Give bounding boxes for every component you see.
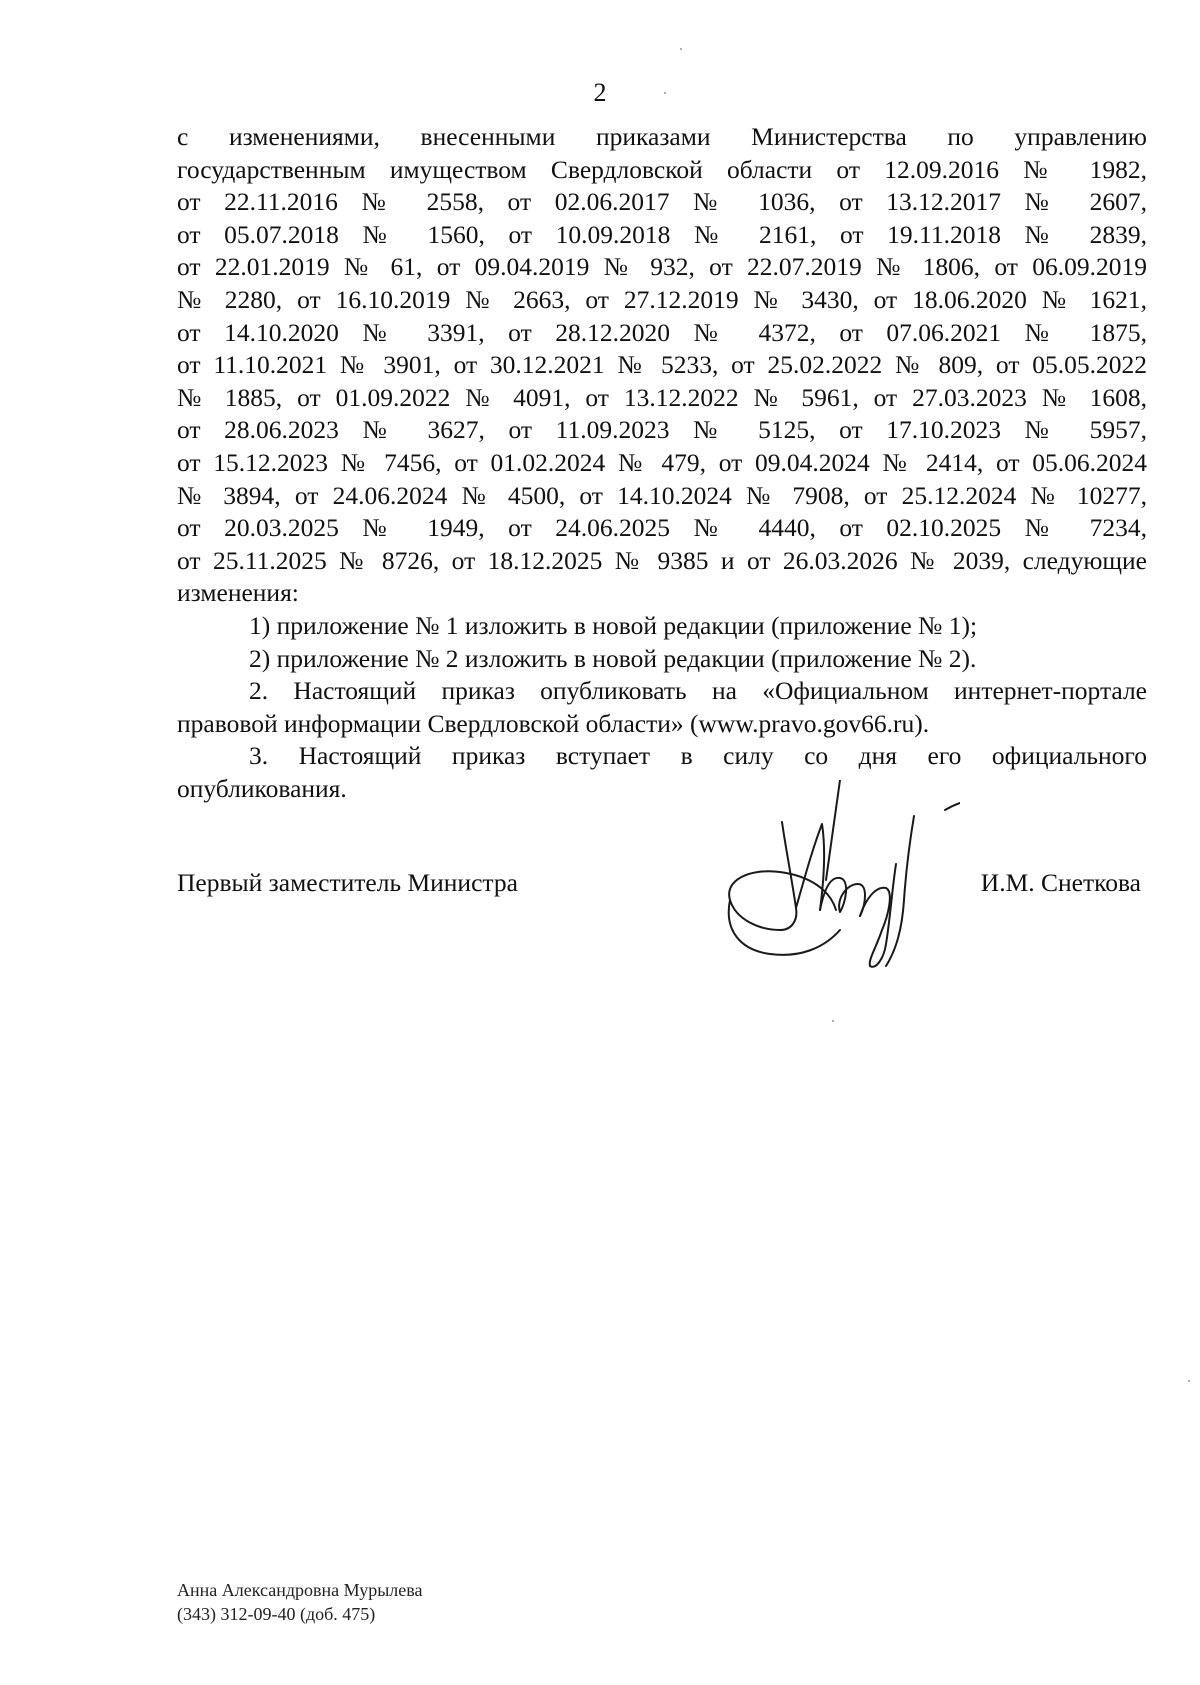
signature-block — [177, 868, 1147, 908]
body-line: с изменениями, внесенными приказами Министерства по управлению — [177, 122, 1147, 151]
handwritten-signature — [700, 780, 960, 980]
body-line: № 3894, от 24.06.2024 № 4500, от 14.10.2024 № 7908, от 25.12.2024 № 10277, — [177, 480, 1147, 510]
paragraph-line: правовой информации Свердловской области» (www.pravo.gov66.ru). — [177, 708, 930, 738]
body-line: от 14.10.2020 № 3391, от 28.12.2020 № 4372, от 07.06.2021 № 1875, — [177, 317, 1147, 347]
executor-phone: (343) 312-09-40 (доб. 475) — [177, 1604, 376, 1624]
body-line: № 2280, от 16.10.2019 № 2663, от 27.12.2019 № 3430, от 18.06.2020 № 1621, — [177, 284, 1147, 314]
paragraph-line: 2. Настоящий приказ опубликовать на «Официальном интернет-портале — [249, 676, 1147, 706]
body-line: от 15.12.2023 № 7456, от 01.02.2024 № 479, от 09.04.2024 № 2414, от 05.06.2024 — [177, 447, 1147, 477]
paragraph-line: опубликования. — [177, 773, 347, 803]
scan-speck — [1188, 1380, 1190, 1382]
scan-speck — [832, 1020, 834, 1022]
scan-speck — [664, 92, 666, 94]
document-body — [177, 121, 1147, 805]
body-line: изменения: — [177, 578, 299, 608]
signer-role: Первый заместитель Министра — [177, 868, 518, 897]
page-number: 2 — [593, 78, 607, 107]
body-line: от 22.01.2019 № 61, от 09.04.2019 № 932, от 22.07.2019 № 1806, от 06.09.2019 — [177, 252, 1147, 282]
body-line: от 28.06.2023 № 3627, от 11.09.2023 № 5125, от 17.10.2023 № 5957, — [177, 415, 1147, 445]
body-line: государственным имуществом Свердловской области от 12.09.2016 № 1982, — [177, 154, 1147, 184]
body-line: от 25.11.2025 № 8726, от 18.12.2025 № 9385 и от 26.03.2026 № 2039, следующие — [177, 545, 1147, 575]
list-item: 1) приложение № 1 изложить в новой редакции (приложение № 1); — [249, 610, 978, 640]
body-line: от 20.03.2025 № 1949, от 24.06.2025 № 4440, от 02.10.2025 № 7234, — [177, 513, 1147, 543]
body-line: от 22.11.2016 № 2558, от 02.06.2017 № 1036, от 13.12.2017 № 2607, — [177, 187, 1147, 217]
body-line: от 11.10.2021 № 3901, от 30.12.2021 № 5233, от 25.02.2022 № 809, от 05.05.2022 — [177, 350, 1147, 380]
body-line: от 05.07.2018 № 1560, от 10.09.2018 № 2161, от 19.11.2018 № 2839, — [177, 219, 1147, 249]
body-line: № 1885, от 01.09.2022 № 4091, от 13.12.2022 № 5961, от 27.03.2023 № 1608, — [177, 382, 1147, 412]
scan-speck — [680, 48, 682, 50]
executor-name: Анна Александровна Мурылева — [177, 1580, 423, 1600]
paragraph-line: 3. Настоящий приказ вступает в силу со дня его официального — [249, 741, 1147, 771]
executor-info — [177, 1578, 423, 1626]
list-item: 2) приложение № 2 изложить в новой редакции (приложение № 2). — [249, 643, 977, 673]
signer-name: И.М. Снеткова — [980, 868, 1141, 897]
